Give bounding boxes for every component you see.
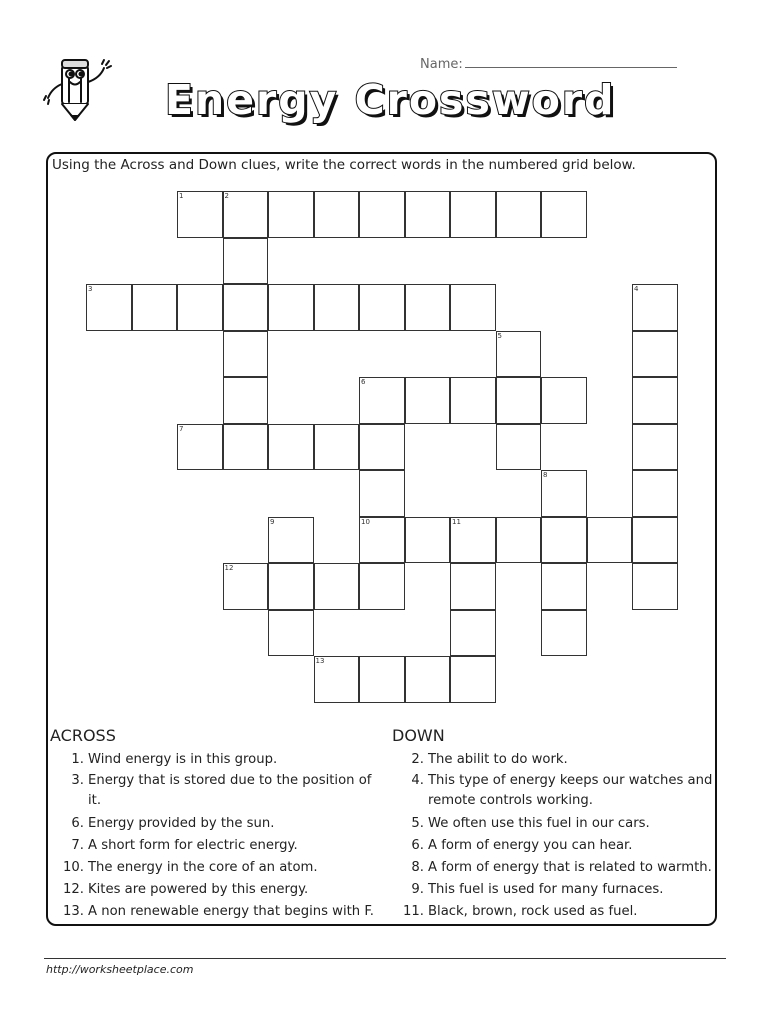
down-clue bbox=[390, 879, 720, 901]
down-clue bbox=[390, 901, 720, 923]
grid-cell[interactable] bbox=[177, 284, 223, 331]
grid-cell[interactable] bbox=[541, 610, 587, 657]
down-heading: DOWN bbox=[392, 726, 445, 745]
grid-cell[interactable] bbox=[450, 517, 496, 564]
clue-number: 11 bbox=[452, 517, 461, 526]
grid-cell[interactable] bbox=[268, 424, 314, 471]
across-clue bbox=[50, 901, 380, 923]
across-heading: ACROSS bbox=[50, 726, 116, 745]
name-label: Name: bbox=[420, 57, 463, 72]
grid-cell[interactable] bbox=[632, 424, 678, 471]
footer-divider bbox=[44, 958, 726, 959]
grid-cell[interactable] bbox=[450, 656, 496, 703]
clue-number: 10. bbox=[63, 860, 84, 875]
grid-cell[interactable] bbox=[405, 656, 451, 703]
clue-number: 5. bbox=[411, 816, 424, 831]
footer-url[interactable]: http://worksheetplace.com bbox=[46, 963, 194, 976]
clue-number: 2. bbox=[411, 752, 424, 767]
grid-cell[interactable] bbox=[405, 284, 451, 331]
clue-text: Energy that is stored due to the position of it. bbox=[88, 773, 372, 808]
clue-number: 6. bbox=[411, 838, 424, 853]
clue-number: 9. bbox=[411, 882, 424, 897]
grid-cell[interactable] bbox=[541, 377, 587, 424]
grid-cell[interactable] bbox=[268, 563, 314, 610]
clue-number: 8 bbox=[543, 471, 548, 479]
grid-cell[interactable] bbox=[450, 377, 496, 424]
grid-cell[interactable] bbox=[541, 563, 587, 610]
clue-number: 12. bbox=[63, 882, 84, 897]
grid-cell[interactable] bbox=[268, 191, 314, 238]
clue-number: 4 bbox=[634, 285, 639, 293]
grid-cell[interactable] bbox=[496, 331, 542, 378]
clue-number: 5 bbox=[497, 331, 502, 340]
grid-cell[interactable] bbox=[223, 284, 269, 331]
grid-cell[interactable] bbox=[496, 517, 542, 564]
grid-cell[interactable] bbox=[177, 191, 223, 238]
down-clue bbox=[390, 813, 720, 835]
grid-cell[interactable] bbox=[587, 517, 633, 564]
grid-cell[interactable] bbox=[632, 563, 678, 610]
grid-cell[interactable] bbox=[314, 191, 360, 238]
clue-number: 13 bbox=[315, 657, 325, 665]
clue-number: 3. bbox=[71, 773, 84, 788]
page-title: Energy Crossword bbox=[165, 76, 616, 124]
clue-text: A non renewable energy that begins with F. bbox=[88, 904, 374, 919]
clue-number: 2 bbox=[224, 192, 229, 200]
instructions-text: Using the Across and Down clues, write the correct words in the numbered grid below. bbox=[52, 157, 636, 173]
across-clue bbox=[50, 835, 380, 857]
clue-number: 13. bbox=[63, 904, 84, 919]
grid-cell[interactable] bbox=[268, 284, 314, 331]
name-field[interactable] bbox=[420, 55, 677, 72]
down-clue bbox=[390, 771, 720, 811]
grid-cell[interactable] bbox=[177, 424, 223, 471]
across-clue bbox=[50, 749, 380, 771]
clue-number: 10 bbox=[361, 517, 370, 526]
grid-cell[interactable] bbox=[405, 377, 451, 424]
clue-text: The energy in the core of an atom. bbox=[88, 860, 318, 875]
grid-cell[interactable] bbox=[314, 284, 360, 331]
grid-cell[interactable] bbox=[632, 517, 678, 564]
grid-cell[interactable] bbox=[359, 656, 405, 703]
clue-text: This type of energy keeps our watches and remote controls working. bbox=[428, 773, 713, 808]
across-clue bbox=[50, 879, 380, 901]
clue-text: Energy provided by the sun. bbox=[88, 816, 275, 831]
clue-text: The abilit to do work. bbox=[428, 752, 568, 767]
grid-cell[interactable] bbox=[223, 563, 269, 610]
name-blank-line[interactable] bbox=[465, 55, 677, 68]
grid-cell[interactable] bbox=[632, 377, 678, 424]
clue-number: 1. bbox=[71, 752, 84, 767]
grid-cell[interactable] bbox=[541, 470, 587, 517]
grid-cell[interactable] bbox=[314, 424, 360, 471]
grid-cell[interactable] bbox=[359, 191, 405, 238]
clue-text: A form of energy that is related to warmth. bbox=[428, 860, 712, 875]
clue-number: 6 bbox=[361, 378, 366, 386]
grid-cell[interactable] bbox=[314, 563, 360, 610]
grid-cell[interactable] bbox=[496, 424, 542, 471]
clue-number: 6. bbox=[71, 816, 84, 831]
grid-cell[interactable] bbox=[359, 284, 405, 331]
down-clue bbox=[390, 749, 720, 771]
down-clue-list bbox=[390, 749, 720, 923]
clue-number: 4. bbox=[411, 773, 424, 788]
grid-cell[interactable] bbox=[359, 563, 405, 610]
grid-cell[interactable] bbox=[268, 610, 314, 657]
clue-text: A form of energy you can hear. bbox=[428, 838, 633, 853]
across-clue bbox=[50, 771, 380, 811]
clue-text: A short form for electric energy. bbox=[88, 838, 298, 853]
clue-number: 1 bbox=[179, 192, 184, 200]
grid-cell[interactable] bbox=[496, 191, 542, 238]
clue-text: Black, brown, rock used as fuel. bbox=[428, 904, 638, 919]
grid-cell[interactable] bbox=[359, 517, 405, 564]
grid-cell[interactable] bbox=[405, 517, 451, 564]
grid-cell[interactable] bbox=[632, 284, 678, 331]
grid-cell[interactable] bbox=[223, 238, 269, 285]
clue-text: We often use this fuel in our cars. bbox=[428, 816, 650, 831]
grid-cell[interactable] bbox=[223, 191, 269, 238]
clue-number: 12 bbox=[224, 564, 234, 572]
clue-number: 9 bbox=[270, 517, 275, 526]
clue-text: Wind energy is in this group. bbox=[88, 752, 278, 767]
grid-cell[interactable] bbox=[359, 377, 405, 424]
grid-cell[interactable] bbox=[359, 470, 405, 517]
grid-cell[interactable] bbox=[223, 424, 269, 471]
grid-cell[interactable] bbox=[132, 284, 178, 331]
grid-cell[interactable] bbox=[268, 517, 314, 564]
grid-cell[interactable] bbox=[314, 656, 360, 703]
grid-cell[interactable] bbox=[632, 331, 678, 378]
grid-cell[interactable] bbox=[541, 191, 587, 238]
grid-cell[interactable] bbox=[359, 424, 405, 471]
clue-text: This fuel is used for many furnaces. bbox=[428, 882, 664, 897]
grid-cell[interactable] bbox=[496, 377, 542, 424]
grid-cell[interactable] bbox=[223, 331, 269, 378]
grid-cell[interactable] bbox=[450, 610, 496, 657]
grid-cell[interactable] bbox=[541, 517, 587, 564]
clue-number: 8. bbox=[411, 860, 424, 875]
grid-cell[interactable] bbox=[450, 563, 496, 610]
clue-number: 7. bbox=[71, 838, 84, 853]
clue-number: 11. bbox=[403, 904, 424, 919]
clue-text: Kites are powered by this energy. bbox=[88, 882, 309, 897]
grid-cell[interactable] bbox=[405, 191, 451, 238]
across-clue bbox=[50, 857, 380, 879]
clue-number: 7 bbox=[179, 424, 184, 433]
grid-cell[interactable] bbox=[450, 191, 496, 238]
down-clue bbox=[390, 857, 720, 879]
grid-cell[interactable] bbox=[450, 284, 496, 331]
across-clue bbox=[50, 813, 380, 835]
down-clue bbox=[390, 835, 720, 857]
grid-cell[interactable] bbox=[223, 377, 269, 424]
grid-cell[interactable] bbox=[86, 284, 132, 331]
grid-cell[interactable] bbox=[632, 470, 678, 517]
clue-number: 3 bbox=[88, 285, 93, 293]
pencil-mascot-icon bbox=[40, 52, 120, 122]
across-clue-list bbox=[50, 749, 380, 923]
